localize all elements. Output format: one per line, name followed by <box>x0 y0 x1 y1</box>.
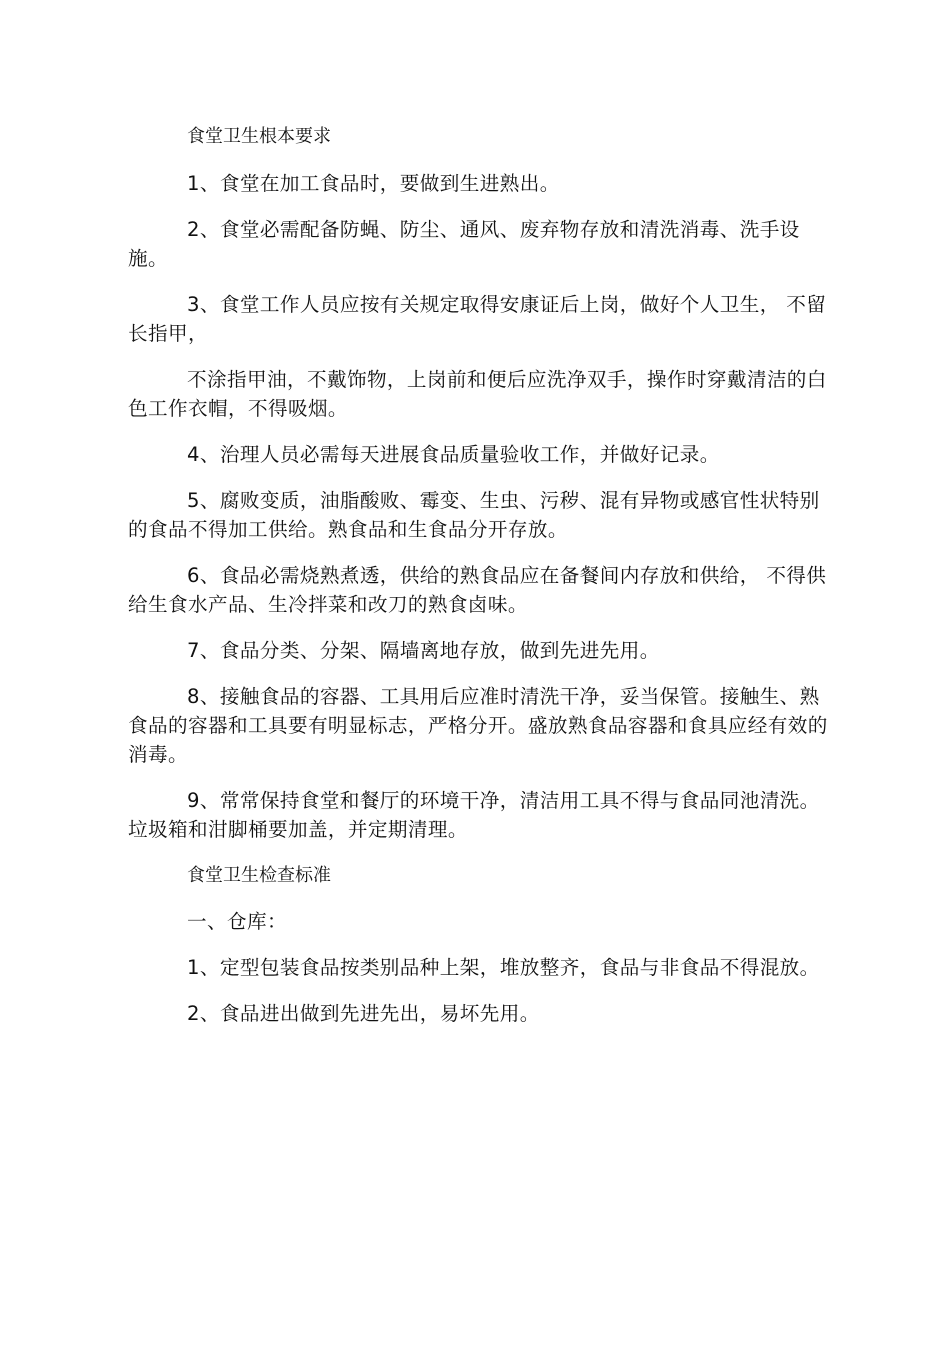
document-page <box>128 122 830 1028</box>
requirement-item-2: 2、食堂必需配备防蝇、防尘、通风、废弃物存放和清洗消毒、洗手设施。 <box>128 218 800 270</box>
requirement-item-9: 9、常常保持食堂和餐厅的环境干净，清洁用工具不得与食品同池清洗。垃圾箱和泔脚桶要加盖，并定期清理。 <box>128 789 820 841</box>
requirement-item-8: 8、接触食品的容器、工具用后应准时清洗干净，妥当保管。接触生、熟食品的容器和工具要有明显标志，严格分开。盛放熟食品容器和食具应经有效的消毒。 <box>128 685 828 766</box>
subsection-warehouse: 一、仓库： <box>187 910 287 933</box>
requirement-item-3-continued: 不涂指甲油，不戴饰物，上岗前和便后应洗净双手，操作时穿戴清洁的白色工作衣帽，不得吸烟。 <box>128 368 827 420</box>
requirement-item-3: 3、食堂工作人员应按有关规定取得安康证后上岗，做好个人卫生， 不留长指甲， <box>128 293 827 345</box>
requirement-item-1: 1、食堂在加工食品时，要做到生进熟出。 <box>187 172 560 195</box>
requirement-item-4: 4、治理人员必需每天进展食品质量验收工作，并做好记录。 <box>187 443 720 466</box>
warehouse-item-1: 1、定型包装食品按类别品种上架，堆放整齐，食品与非食品不得混放。 <box>187 956 820 979</box>
requirement-item-6: 6、食品必需烧熟煮透，供给的熟食品应在备餐间内存放和供给， 不得供给生食水产品、生冷拌菜和改刀的熟食卤味。 <box>128 564 827 616</box>
section-title-inspection-standards: 食堂卫生检查标准 <box>187 865 331 886</box>
warehouse-item-2: 2、食品进出做到先进先出，易坏先用。 <box>187 1002 540 1025</box>
requirement-item-7: 7、食品分类、分架、隔墙离地存放，做到先进先用。 <box>187 639 660 662</box>
requirement-item-5: 5、腐败变质，油脂酸败、霉变、生虫、污秽、混有异物或感官性状特别的食品不得加工供给。熟食品和生食品分开存放。 <box>128 489 820 541</box>
section-title-basic-requirements: 食堂卫生根本要求 <box>187 126 331 147</box>
